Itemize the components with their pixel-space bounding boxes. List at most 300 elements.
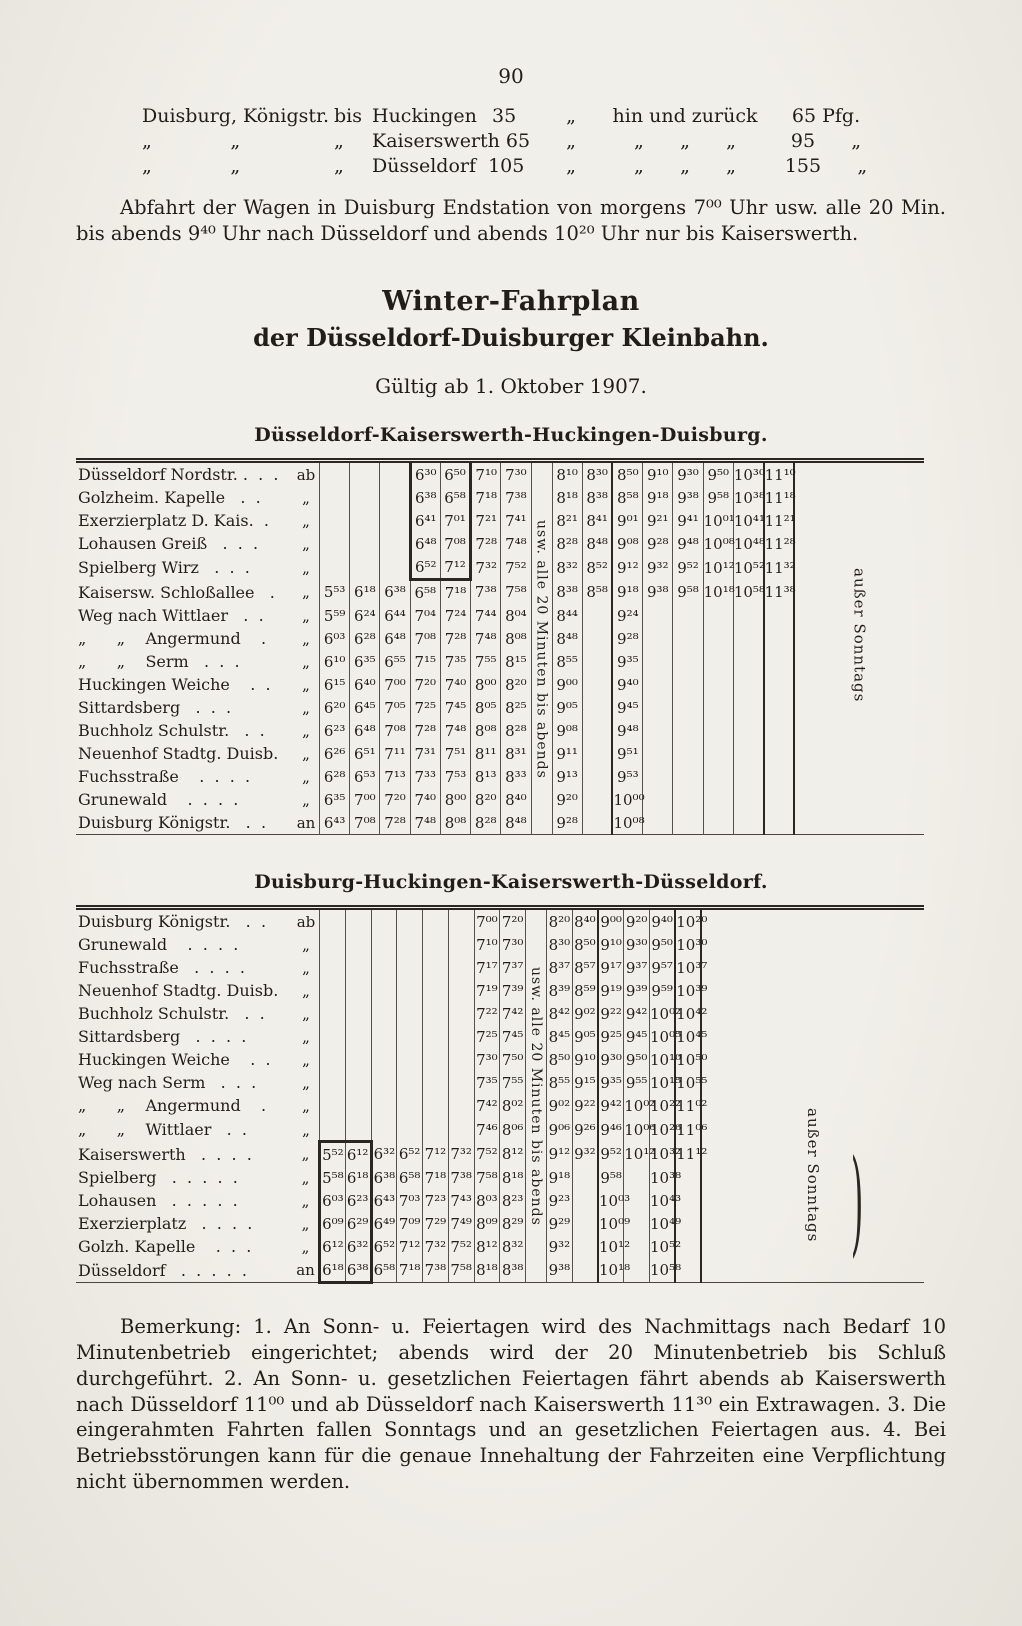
time-cell bbox=[703, 811, 733, 835]
fare-cell: „ „ „ bbox=[633, 130, 736, 152]
fare-cell: „ bbox=[566, 130, 576, 152]
time-cell bbox=[345, 1002, 371, 1025]
time-cell: 9³² bbox=[572, 1142, 598, 1167]
time-cell: 8³⁸ bbox=[500, 1258, 526, 1283]
timetable-row bbox=[76, 461, 924, 487]
time-cell: 9³² bbox=[643, 555, 673, 580]
time-cell: 9⁴⁵ bbox=[624, 1025, 650, 1048]
time-cell: 8⁰² bbox=[500, 1094, 526, 1117]
direction-marker: „ bbox=[302, 652, 310, 671]
time-cell: 9¹³ bbox=[552, 765, 582, 788]
time-cell: 9⁵³ bbox=[612, 765, 642, 788]
time-cell: 10⁰⁰ bbox=[612, 788, 642, 811]
time-cell: 6¹² bbox=[320, 1235, 346, 1258]
time-cell bbox=[582, 650, 612, 673]
time-cell bbox=[733, 811, 763, 835]
fare-cell: 35 bbox=[492, 105, 517, 127]
time-cell bbox=[764, 650, 794, 673]
time-cell: 9¹⁰ bbox=[598, 933, 624, 956]
time-cell: 6⁴⁴ bbox=[380, 604, 410, 627]
time-cell: 9³⁷ bbox=[624, 956, 650, 979]
time-cell: 7³⁷ bbox=[500, 956, 526, 979]
time-cell: 9¹¹ bbox=[552, 742, 582, 765]
time-cell: 9⁰² bbox=[547, 1094, 573, 1117]
time-cell: 6⁵³ bbox=[350, 765, 380, 788]
time-cell: 10¹⁰ bbox=[650, 1048, 676, 1071]
time-cell bbox=[673, 696, 703, 719]
time-cell: 10⁰¹ bbox=[703, 509, 733, 532]
station-name: Weg nach Wittlaer . . bbox=[78, 606, 264, 626]
station-name: Grunewald . . . . bbox=[78, 935, 239, 955]
time-cell: 9⁴⁸ bbox=[673, 532, 703, 555]
time-cell: 7¹⁸ bbox=[423, 1166, 449, 1189]
time-cell: 8⁴⁸ bbox=[501, 811, 531, 835]
time-cell bbox=[423, 1025, 449, 1048]
time-cell: 8¹³ bbox=[471, 765, 501, 788]
time-cell: 8⁰⁵ bbox=[471, 696, 501, 719]
time-cell: 10⁴⁵ bbox=[675, 1025, 701, 1048]
time-cell: 8⁵⁸ bbox=[582, 580, 612, 605]
direction-marker: an bbox=[296, 1261, 315, 1280]
time-cell bbox=[350, 555, 380, 580]
except-sundays-note: außer Sonntags bbox=[701, 908, 924, 1283]
time-cell: 6¹⁸ bbox=[345, 1166, 371, 1189]
time-cell: 9²⁰ bbox=[624, 908, 650, 934]
time-cell: 10¹² bbox=[598, 1235, 624, 1258]
time-cell bbox=[764, 765, 794, 788]
direction-marker: „ bbox=[302, 629, 310, 648]
time-cell: 9⁰¹ bbox=[612, 509, 642, 532]
time-cell: 7⁴⁵ bbox=[440, 696, 470, 719]
time-cell: 10¹² bbox=[703, 555, 733, 580]
departure-note: Abfahrt der Wagen in Duisburg Endstation von morgens 7⁰⁰ Uhr usw. alle 20 Min. bis abends 9⁴⁰ Uhr nach Düsseldorf und abends 10²⁰ Uhr nur bis Kaiserswerth. bbox=[76, 196, 946, 245]
time-cell: 8²⁰ bbox=[501, 673, 531, 696]
time-cell bbox=[582, 765, 612, 788]
time-cell: 6¹⁰ bbox=[320, 650, 350, 673]
time-cell bbox=[733, 627, 763, 650]
time-cell: 7²² bbox=[474, 1002, 500, 1025]
time-cell bbox=[371, 1094, 397, 1117]
time-cell bbox=[703, 673, 733, 696]
time-cell: 8²⁵ bbox=[501, 696, 531, 719]
time-cell: 10⁵² bbox=[733, 555, 763, 580]
time-cell bbox=[673, 788, 703, 811]
time-cell: 10⁰² bbox=[624, 1094, 650, 1117]
time-cell: 9⁰⁰ bbox=[598, 908, 624, 934]
direction-marker: „ bbox=[302, 583, 310, 602]
direction-marker: „ bbox=[302, 534, 310, 553]
time-cell bbox=[582, 742, 612, 765]
time-cell: 7⁴⁰ bbox=[440, 673, 470, 696]
time-cell: 10⁰⁸ bbox=[703, 532, 733, 555]
time-cell bbox=[320, 1048, 346, 1071]
time-cell bbox=[703, 788, 733, 811]
time-cell: 8⁴² bbox=[547, 1002, 573, 1025]
direction-marker: „ bbox=[302, 1096, 310, 1115]
time-cell: 7³⁸ bbox=[501, 486, 531, 509]
station-name: Düsseldorf Nordstr. . . . bbox=[78, 465, 279, 485]
time-cell bbox=[380, 486, 410, 509]
time-cell bbox=[345, 956, 371, 979]
time-cell bbox=[320, 933, 346, 956]
time-cell bbox=[371, 956, 397, 979]
time-cell: 10¹² bbox=[624, 1142, 650, 1167]
interval-note: usw. alle 20 Minuten bis abends bbox=[526, 908, 547, 1283]
validity-note: Gültig ab 1. Oktober 1907. bbox=[375, 374, 647, 399]
time-cell bbox=[673, 627, 703, 650]
time-cell bbox=[397, 979, 423, 1002]
time-cell: 6⁴⁹ bbox=[371, 1212, 397, 1235]
timetable-southbound bbox=[76, 458, 924, 835]
time-cell: 10³⁷ bbox=[675, 956, 701, 979]
time-cell: 8³⁰ bbox=[582, 461, 612, 487]
time-cell: 8¹² bbox=[474, 1235, 500, 1258]
time-cell: 10⁴¹ bbox=[733, 509, 763, 532]
time-cell: 7⁰⁸ bbox=[440, 532, 470, 555]
time-cell: 9²⁸ bbox=[643, 532, 673, 555]
time-cell bbox=[345, 908, 371, 934]
time-cell: 8⁴⁵ bbox=[547, 1025, 573, 1048]
time-cell: 8⁰⁰ bbox=[471, 673, 501, 696]
time-cell: 9⁴⁶ bbox=[598, 1117, 624, 1142]
time-cell: 7²³ bbox=[423, 1189, 449, 1212]
time-cell bbox=[448, 908, 474, 934]
time-cell: 6⁴⁰ bbox=[350, 673, 380, 696]
time-cell: 7³² bbox=[423, 1235, 449, 1258]
time-cell bbox=[733, 765, 763, 788]
time-cell: 6¹⁸ bbox=[320, 1258, 346, 1283]
time-cell bbox=[643, 788, 673, 811]
time-cell: 7³² bbox=[448, 1142, 474, 1167]
time-cell: 10⁰² bbox=[650, 1002, 676, 1025]
time-cell: 7¹⁸ bbox=[471, 486, 501, 509]
time-cell: 6¹² bbox=[345, 1142, 371, 1167]
time-cell: 9²⁸ bbox=[612, 627, 642, 650]
time-cell: 7⁰³ bbox=[397, 1189, 423, 1212]
station-name: Duisburg Königstr. . . bbox=[78, 912, 267, 932]
time-cell bbox=[643, 673, 673, 696]
time-cell bbox=[703, 650, 733, 673]
time-cell bbox=[397, 1071, 423, 1094]
direction-marker: „ bbox=[301, 1237, 310, 1256]
time-cell: 10³⁰ bbox=[733, 461, 763, 487]
except-sundays-note: außer Sonntags bbox=[794, 461, 924, 835]
time-cell: 9¹⁹ bbox=[598, 979, 624, 1002]
time-cell: 6⁵² bbox=[371, 1235, 397, 1258]
direction-marker: „ bbox=[301, 1214, 310, 1233]
time-cell: 11²⁸ bbox=[764, 532, 794, 555]
time-cell: 9⁰⁸ bbox=[552, 719, 582, 742]
time-cell: 6³⁵ bbox=[350, 650, 380, 673]
time-cell bbox=[733, 604, 763, 627]
time-cell: 8²⁸ bbox=[552, 532, 582, 555]
time-cell: 7²⁰ bbox=[410, 673, 440, 696]
time-cell: 9⁵⁸ bbox=[673, 580, 703, 605]
time-cell: 7¹² bbox=[440, 555, 470, 580]
time-cell bbox=[764, 696, 794, 719]
time-cell: 10⁰⁹ bbox=[598, 1212, 624, 1235]
direction-marker: „ bbox=[302, 790, 310, 809]
time-cell: 6³⁸ bbox=[380, 580, 410, 605]
time-cell: 10⁴³ bbox=[650, 1189, 676, 1212]
time-cell: 11³² bbox=[764, 555, 794, 580]
time-cell: 9³⁸ bbox=[673, 486, 703, 509]
time-cell: 7⁰⁰ bbox=[474, 908, 500, 934]
station-name: Golzheim. Kapelle . . bbox=[78, 488, 261, 508]
fare-cell: „ bbox=[334, 130, 344, 152]
time-cell: 9⁰⁸ bbox=[612, 532, 642, 555]
fare-cell: Kaiserswerth 65 bbox=[372, 130, 531, 152]
time-cell bbox=[371, 1117, 397, 1142]
time-cell: 5⁵² bbox=[320, 1142, 346, 1167]
time-cell: 9²⁸ bbox=[552, 811, 582, 835]
time-cell: 6²³ bbox=[320, 719, 350, 742]
time-cell: 8⁵⁰ bbox=[547, 1048, 573, 1071]
fare-table bbox=[142, 104, 1022, 179]
time-cell: 9⁵⁰ bbox=[624, 1048, 650, 1071]
time-cell: 7⁴⁴ bbox=[471, 604, 501, 627]
time-cell bbox=[673, 650, 703, 673]
time-cell: 7²⁸ bbox=[410, 719, 440, 742]
time-cell: 10⁴² bbox=[675, 1002, 701, 1025]
page-number: 90 bbox=[498, 64, 524, 88]
time-cell: 7⁴⁸ bbox=[471, 627, 501, 650]
direction-marker: „ bbox=[302, 958, 310, 977]
time-cell: 7⁵² bbox=[501, 555, 531, 580]
time-cell bbox=[397, 1094, 423, 1117]
time-cell bbox=[673, 742, 703, 765]
time-cell: 10⁴⁸ bbox=[733, 532, 763, 555]
time-cell: 10⁵⁵ bbox=[675, 1071, 701, 1094]
time-cell bbox=[703, 604, 733, 627]
direction-marker: „ bbox=[302, 558, 310, 577]
time-cell bbox=[673, 604, 703, 627]
time-cell: 8⁵⁸ bbox=[612, 486, 642, 509]
time-cell: 6⁵⁸ bbox=[440, 486, 470, 509]
time-cell: 6⁰⁹ bbox=[320, 1212, 346, 1235]
time-cell: 7⁰⁸ bbox=[410, 627, 440, 650]
time-cell bbox=[345, 1048, 371, 1071]
station-name: Huckingen Weiche . . bbox=[78, 1050, 271, 1070]
fare-cell: „ „ bbox=[142, 130, 241, 152]
time-cell: 10⁵⁸ bbox=[650, 1258, 676, 1283]
time-cell bbox=[764, 719, 794, 742]
fare-cell: Duisburg, Königstr. bbox=[142, 105, 330, 127]
timetable-table bbox=[76, 905, 924, 1284]
time-cell: 7¹⁹ bbox=[474, 979, 500, 1002]
time-cell: 9²⁴ bbox=[612, 604, 642, 627]
time-cell: 9¹⁵ bbox=[572, 1071, 598, 1094]
time-cell: 9⁴⁵ bbox=[612, 696, 642, 719]
time-cell: 9⁰⁰ bbox=[552, 673, 582, 696]
station-name: Exerzierplatz D. Kais. . bbox=[78, 511, 269, 531]
time-cell bbox=[572, 1189, 598, 1212]
time-cell: 9³² bbox=[547, 1235, 573, 1258]
direction-marker: „ bbox=[302, 744, 310, 763]
time-cell: 9²¹ bbox=[643, 509, 673, 532]
time-cell bbox=[448, 1071, 474, 1094]
time-cell bbox=[345, 933, 371, 956]
time-cell: 7⁰⁸ bbox=[350, 811, 380, 835]
fare-line bbox=[142, 129, 1022, 154]
time-cell bbox=[703, 765, 733, 788]
time-cell: 7⁵⁰ bbox=[500, 1048, 526, 1071]
time-cell: 9³⁸ bbox=[643, 580, 673, 605]
time-cell: 8¹² bbox=[500, 1142, 526, 1167]
time-cell: 8⁰⁴ bbox=[501, 604, 531, 627]
time-cell bbox=[582, 719, 612, 742]
time-cell bbox=[350, 486, 380, 509]
fare-cell: 65 Pfg. bbox=[791, 105, 861, 127]
time-cell: 8⁴⁸ bbox=[552, 627, 582, 650]
time-cell bbox=[380, 532, 410, 555]
time-cell bbox=[423, 979, 449, 1002]
time-cell bbox=[320, 1117, 346, 1142]
direction-marker: „ bbox=[302, 1120, 310, 1139]
time-cell bbox=[673, 811, 703, 835]
time-cell: 8³⁰ bbox=[547, 933, 573, 956]
time-cell: 7⁰⁸ bbox=[380, 719, 410, 742]
direction-marker: „ bbox=[302, 721, 310, 740]
time-cell: 7⁰¹ bbox=[440, 509, 470, 532]
time-cell: 6³² bbox=[345, 1235, 371, 1258]
time-cell bbox=[320, 956, 346, 979]
time-cell: 6²⁹ bbox=[345, 1212, 371, 1235]
time-cell bbox=[320, 1002, 346, 1025]
time-cell: 7¹² bbox=[423, 1142, 449, 1167]
time-cell: 9³⁹ bbox=[624, 979, 650, 1002]
time-cell: 10³⁰ bbox=[675, 933, 701, 956]
time-cell: 6⁵² bbox=[410, 555, 440, 580]
station-name: Neuenhof Stadtg. Duisb. bbox=[78, 981, 279, 1001]
time-cell: 9²³ bbox=[547, 1189, 573, 1212]
time-cell bbox=[764, 811, 794, 835]
time-cell: 7²⁰ bbox=[380, 788, 410, 811]
fare-cell: 95 „ bbox=[790, 130, 862, 152]
time-cell: 7³⁸ bbox=[471, 580, 501, 605]
time-cell: 9⁴⁰ bbox=[650, 908, 676, 934]
time-cell: 9⁰² bbox=[572, 1002, 598, 1025]
fare-cell: Düsseldorf 105 bbox=[372, 155, 525, 177]
direction-marker: „ bbox=[301, 1191, 310, 1210]
time-cell: 8⁴¹ bbox=[582, 509, 612, 532]
time-cell bbox=[423, 1094, 449, 1117]
time-cell: 7⁴² bbox=[500, 1002, 526, 1025]
direction-marker: „ bbox=[302, 981, 310, 1000]
time-cell: 9²⁹ bbox=[547, 1212, 573, 1235]
time-cell: 7⁴¹ bbox=[501, 509, 531, 532]
time-cell: 8³⁸ bbox=[582, 486, 612, 509]
time-cell: 8⁰³ bbox=[474, 1189, 500, 1212]
station-name: „ „ Wittlaer . . bbox=[78, 1120, 247, 1140]
time-cell: 9²⁵ bbox=[598, 1025, 624, 1048]
time-cell: 7⁴⁰ bbox=[410, 788, 440, 811]
time-cell bbox=[320, 1071, 346, 1094]
time-cell bbox=[371, 1071, 397, 1094]
time-cell bbox=[733, 673, 763, 696]
time-cell: 9⁵¹ bbox=[612, 742, 642, 765]
time-cell: 7³⁵ bbox=[440, 650, 470, 673]
time-cell: 9¹⁰ bbox=[572, 1048, 598, 1071]
brace-glyph: ) bbox=[850, 1140, 864, 1273]
time-cell: 6¹⁵ bbox=[320, 673, 350, 696]
time-cell: 6⁴⁵ bbox=[350, 696, 380, 719]
fare-line bbox=[142, 104, 1022, 129]
time-cell: 7⁴² bbox=[474, 1094, 500, 1117]
direction-marker: „ bbox=[302, 1027, 310, 1046]
direction-marker: „ bbox=[302, 698, 310, 717]
time-cell bbox=[764, 627, 794, 650]
fare-cell: 155 „ bbox=[784, 155, 868, 177]
time-cell: 9¹⁸ bbox=[547, 1166, 573, 1189]
time-cell bbox=[320, 532, 350, 555]
time-cell: 9⁰⁵ bbox=[552, 696, 582, 719]
time-cell: 9⁰⁵ bbox=[572, 1025, 598, 1048]
time-cell: 7⁵³ bbox=[440, 765, 470, 788]
time-cell: 8⁵⁰ bbox=[572, 933, 598, 956]
time-cell bbox=[673, 765, 703, 788]
time-cell: 8³³ bbox=[501, 765, 531, 788]
time-cell: 9⁵² bbox=[598, 1142, 624, 1167]
time-cell: 8¹¹ bbox=[471, 742, 501, 765]
time-cell: 8¹⁸ bbox=[474, 1258, 500, 1283]
time-cell: 9³⁸ bbox=[547, 1258, 573, 1283]
time-cell bbox=[350, 532, 380, 555]
time-cell bbox=[643, 696, 673, 719]
time-cell: 9⁰⁶ bbox=[547, 1117, 573, 1142]
time-cell bbox=[423, 1071, 449, 1094]
time-cell bbox=[397, 1117, 423, 1142]
station-name: „ „ Angermund . bbox=[78, 1096, 267, 1116]
time-cell: 6²⁴ bbox=[350, 604, 380, 627]
time-cell bbox=[380, 461, 410, 487]
time-cell: 8³² bbox=[500, 1235, 526, 1258]
station-name: Exerzierplatz . . . . bbox=[78, 1214, 253, 1234]
time-cell bbox=[423, 1048, 449, 1071]
time-cell: 6³² bbox=[371, 1142, 397, 1167]
time-cell bbox=[448, 1025, 474, 1048]
time-cell: 8²⁸ bbox=[501, 719, 531, 742]
time-cell: 10³⁹ bbox=[675, 979, 701, 1002]
time-cell: 8⁵⁷ bbox=[572, 956, 598, 979]
time-cell: 7⁵⁵ bbox=[500, 1071, 526, 1094]
time-cell: 11¹⁸ bbox=[764, 486, 794, 509]
time-cell bbox=[764, 742, 794, 765]
direction-marker: an bbox=[296, 813, 316, 832]
station-name: Grunewald . . . . bbox=[78, 790, 239, 810]
time-cell: 7²⁵ bbox=[410, 696, 440, 719]
time-cell: 9⁵⁸ bbox=[598, 1166, 624, 1189]
time-cell: 8⁵⁰ bbox=[612, 461, 642, 487]
time-cell: 10³⁸ bbox=[650, 1166, 676, 1189]
time-cell bbox=[643, 811, 673, 835]
direction-marker: „ bbox=[302, 488, 310, 507]
station-name: Buchholz Schulstr. . . bbox=[78, 721, 265, 741]
time-cell: 7²⁴ bbox=[440, 604, 470, 627]
time-cell: 7¹⁷ bbox=[474, 956, 500, 979]
time-cell: 7³⁰ bbox=[474, 1048, 500, 1071]
direction-marker: „ bbox=[302, 511, 310, 530]
time-cell bbox=[320, 1094, 346, 1117]
time-cell: 8⁰⁹ bbox=[474, 1212, 500, 1235]
time-cell bbox=[572, 1166, 598, 1189]
time-cell: 7¹² bbox=[397, 1235, 423, 1258]
direction-marker: „ bbox=[302, 1073, 310, 1092]
time-cell: 6⁵¹ bbox=[350, 742, 380, 765]
time-cell: 8⁰⁸ bbox=[440, 811, 470, 835]
plan-subtitle: der Düsseldorf-Duisburger Kleinbahn. bbox=[253, 323, 769, 353]
time-cell: 7³³ bbox=[410, 765, 440, 788]
